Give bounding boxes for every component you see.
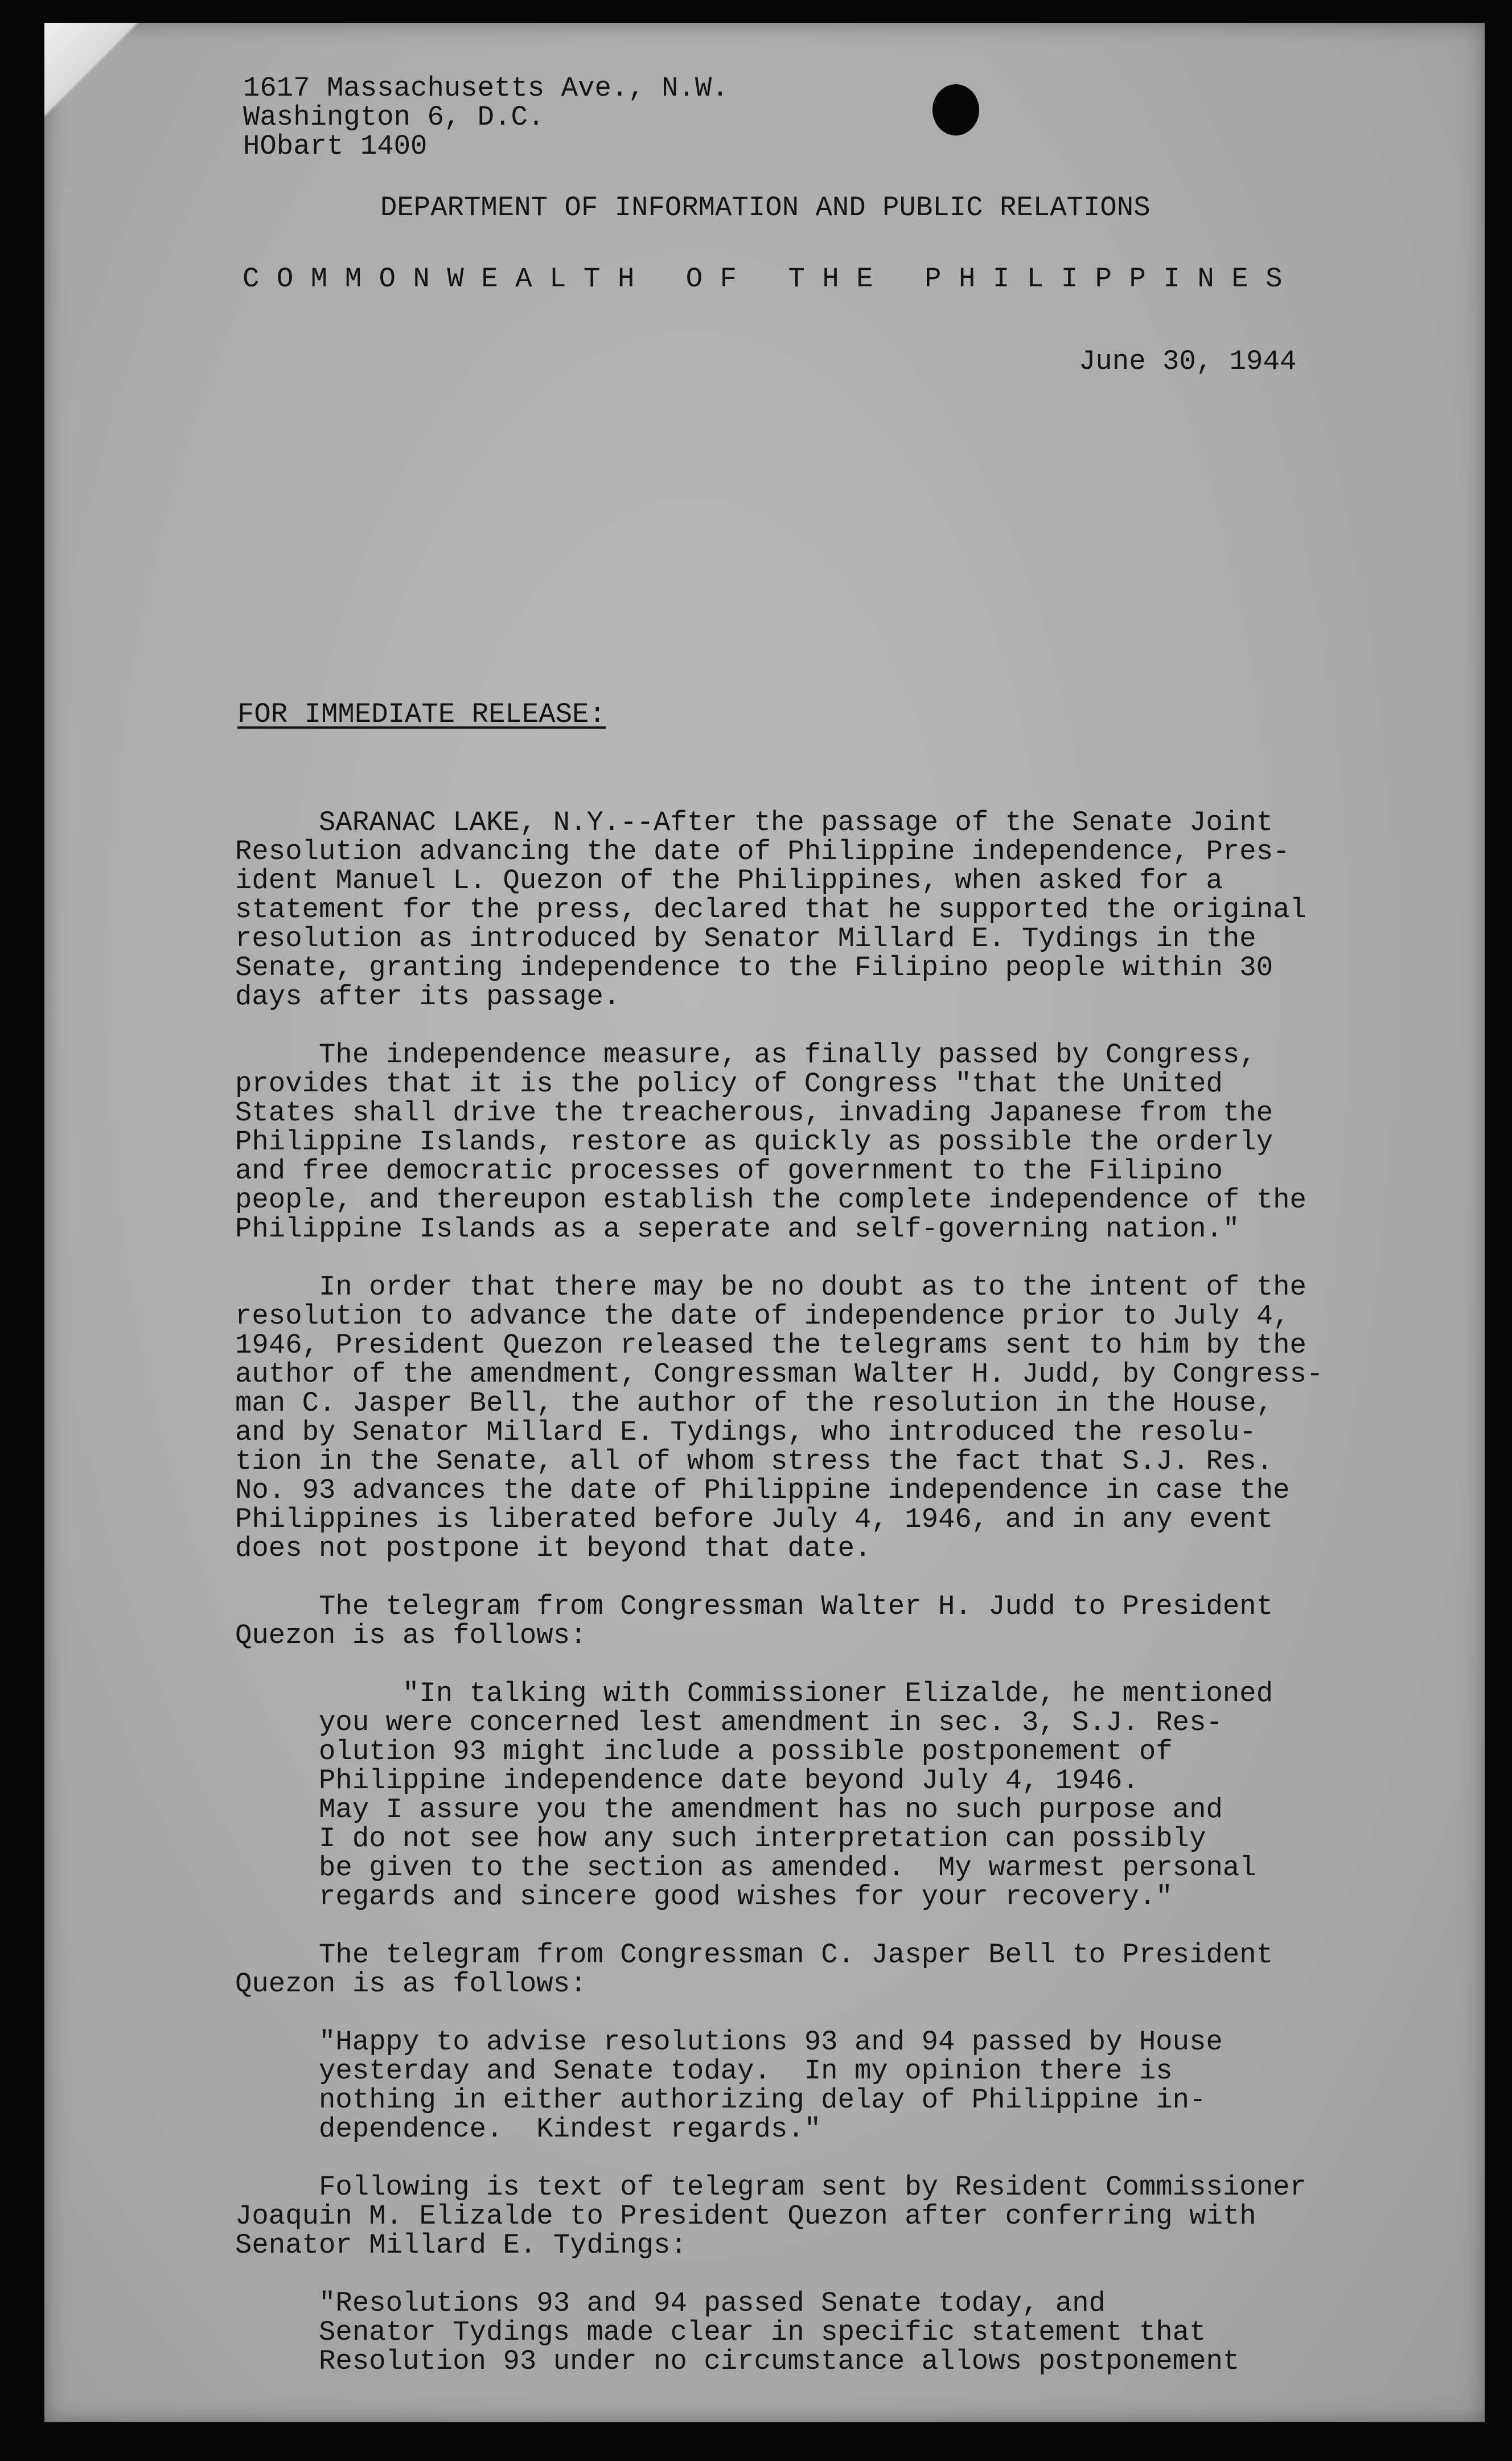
body-line — [235, 1563, 1323, 1592]
body-line: you were concerned lest amendment in sec. 3, S.J. Res- — [235, 1707, 1223, 1739]
body-line: resolution as introduced by Senator Millard E. Tydings in the — [235, 923, 1256, 955]
press-release-body — [235, 808, 1323, 2376]
body-line: does not postpone it beyond that date. — [235, 1533, 872, 1564]
body-line: be given to the section as amended. My warmest personal — [235, 1852, 1256, 1884]
body-line: Joaquin M. Elizalde to President Quezon after conferring with — [235, 2200, 1256, 2232]
body-line — [235, 2260, 1323, 2289]
body-line: In order that there may be no doubt as to the intent of the — [235, 1271, 1306, 1303]
body-line: dependence. Kindest regards." — [235, 2113, 821, 2145]
body-line: Following is text of telegram sent by Resident Commissioner — [235, 2171, 1306, 2203]
body-line: "Happy to advise resolutions 93 and 94 passed by House — [235, 2026, 1223, 2058]
body-line: and by Senator Millard E. Tydings, who introduced the resolu- — [235, 1416, 1256, 1448]
body-line — [235, 1650, 1323, 1679]
body-line: States shall drive the treacherous, invading Japanese from the — [235, 1097, 1273, 1129]
body-line: man C. Jasper Bell, the author of the resolution in the House, — [235, 1387, 1273, 1419]
body-line: olution 93 might include a possible postponement of — [235, 1736, 1173, 1768]
body-line: SARANAC LAKE, N.Y.--After the passage of the Senate Joint — [235, 807, 1273, 839]
body-line: regards and sincere good wishes for your recovery." — [235, 1881, 1173, 1913]
body-line: May I assure you the amendment has no such purpose and — [235, 1794, 1223, 1826]
body-line: Philippines is liberated before July 4, 1946, and in any event — [235, 1503, 1273, 1535]
address-line-2: Washington 6, D.C. — [243, 101, 545, 133]
body-line — [235, 1012, 1323, 1041]
body-line — [235, 1244, 1323, 1273]
body-line — [235, 1912, 1323, 1941]
body-line: people, and thereupon establish the complete independence of the — [235, 1184, 1306, 1216]
body-line: No. 93 advances the date of Philippine independence in case the — [235, 1474, 1290, 1506]
body-line: resolution to advance the date of independence prior to July 4, — [235, 1300, 1290, 1332]
body-line: ident Manuel L. Quezon of the Philippines, when asked for a — [235, 865, 1223, 897]
body-line: "Resolutions 93 and 94 passed Senate today, and — [235, 2287, 1106, 2319]
body-line: Senate, granting independence to the Filipino people within 30 — [235, 952, 1273, 984]
body-line: Senator Tydings made clear in specific statement that — [235, 2316, 1206, 2348]
body-line: provides that it is the policy of Congress "that the United — [235, 1068, 1223, 1100]
body-line: Resolution advancing the date of Philippine independence, Pres- — [235, 836, 1290, 868]
release-date: June 30, 1944 — [1079, 346, 1297, 377]
address-block — [243, 74, 729, 161]
folded-corner — [44, 23, 147, 148]
body-line: Philippine Islands, restore as quickly as possible the orderly — [235, 1126, 1273, 1158]
body-line: Quezon is as follows: — [235, 1620, 587, 1651]
body-line: Quezon is as follows: — [235, 1968, 587, 2000]
body-line: tion in the Senate, all of whom stress the fact that S.J. Res. — [235, 1445, 1273, 1477]
body-line — [235, 2144, 1323, 2173]
body-line: The telegram from Congressman Walter H. Judd to President — [235, 1591, 1273, 1622]
body-line: days after its passage. — [235, 981, 621, 1013]
document-page — [44, 23, 1485, 2422]
department-heading: DEPARTMENT OF INFORMATION AND PUBLIC RELATIONS — [380, 192, 1151, 224]
body-line — [235, 1999, 1323, 2028]
body-line: The telegram from Congressman C. Jasper Bell to President — [235, 1939, 1273, 1971]
body-line: and free democratic processes of government to the Filipino — [235, 1155, 1223, 1187]
punch-hole — [932, 84, 979, 135]
release-label: FOR IMMEDIATE RELEASE: — [237, 699, 606, 730]
address-line-1: 1617 Massachusetts Ave., N.W. — [243, 72, 729, 104]
body-line: author of the amendment, Congressman Walter H. Judd, by Congress- — [235, 1358, 1324, 1390]
body-line: yesterday and Senate today. In my opinion there is — [235, 2055, 1173, 2087]
body-line: Resolution 93 under no circumstance allows postponement — [235, 2345, 1240, 2377]
body-line: "In talking with Commissioner Elizalde, he mentioned — [235, 1678, 1273, 1710]
body-line: I do not see how any such interpretation can possibly — [235, 1823, 1206, 1855]
body-line: Senator Millard E. Tydings: — [235, 2229, 687, 2261]
body-line: The independence measure, as finally passed by Congress, — [235, 1039, 1256, 1071]
body-line: statement for the press, declared that he supported the original — [235, 894, 1306, 926]
address-line-3: HObart 1400 — [243, 130, 428, 162]
body-line: Philippine Islands as a seperate and self-governing nation." — [235, 1213, 1240, 1245]
body-line: 1946, President Quezon released the telegrams sent to him by the — [235, 1329, 1306, 1361]
body-line: nothing in either authorizing delay of Philippine in- — [235, 2084, 1206, 2116]
body-line: Philippine independence date beyond July 4, 1946. — [235, 1765, 1139, 1797]
commonwealth-heading: COMMONWEALTH OF THE PHILIPPINES — [243, 263, 1300, 295]
